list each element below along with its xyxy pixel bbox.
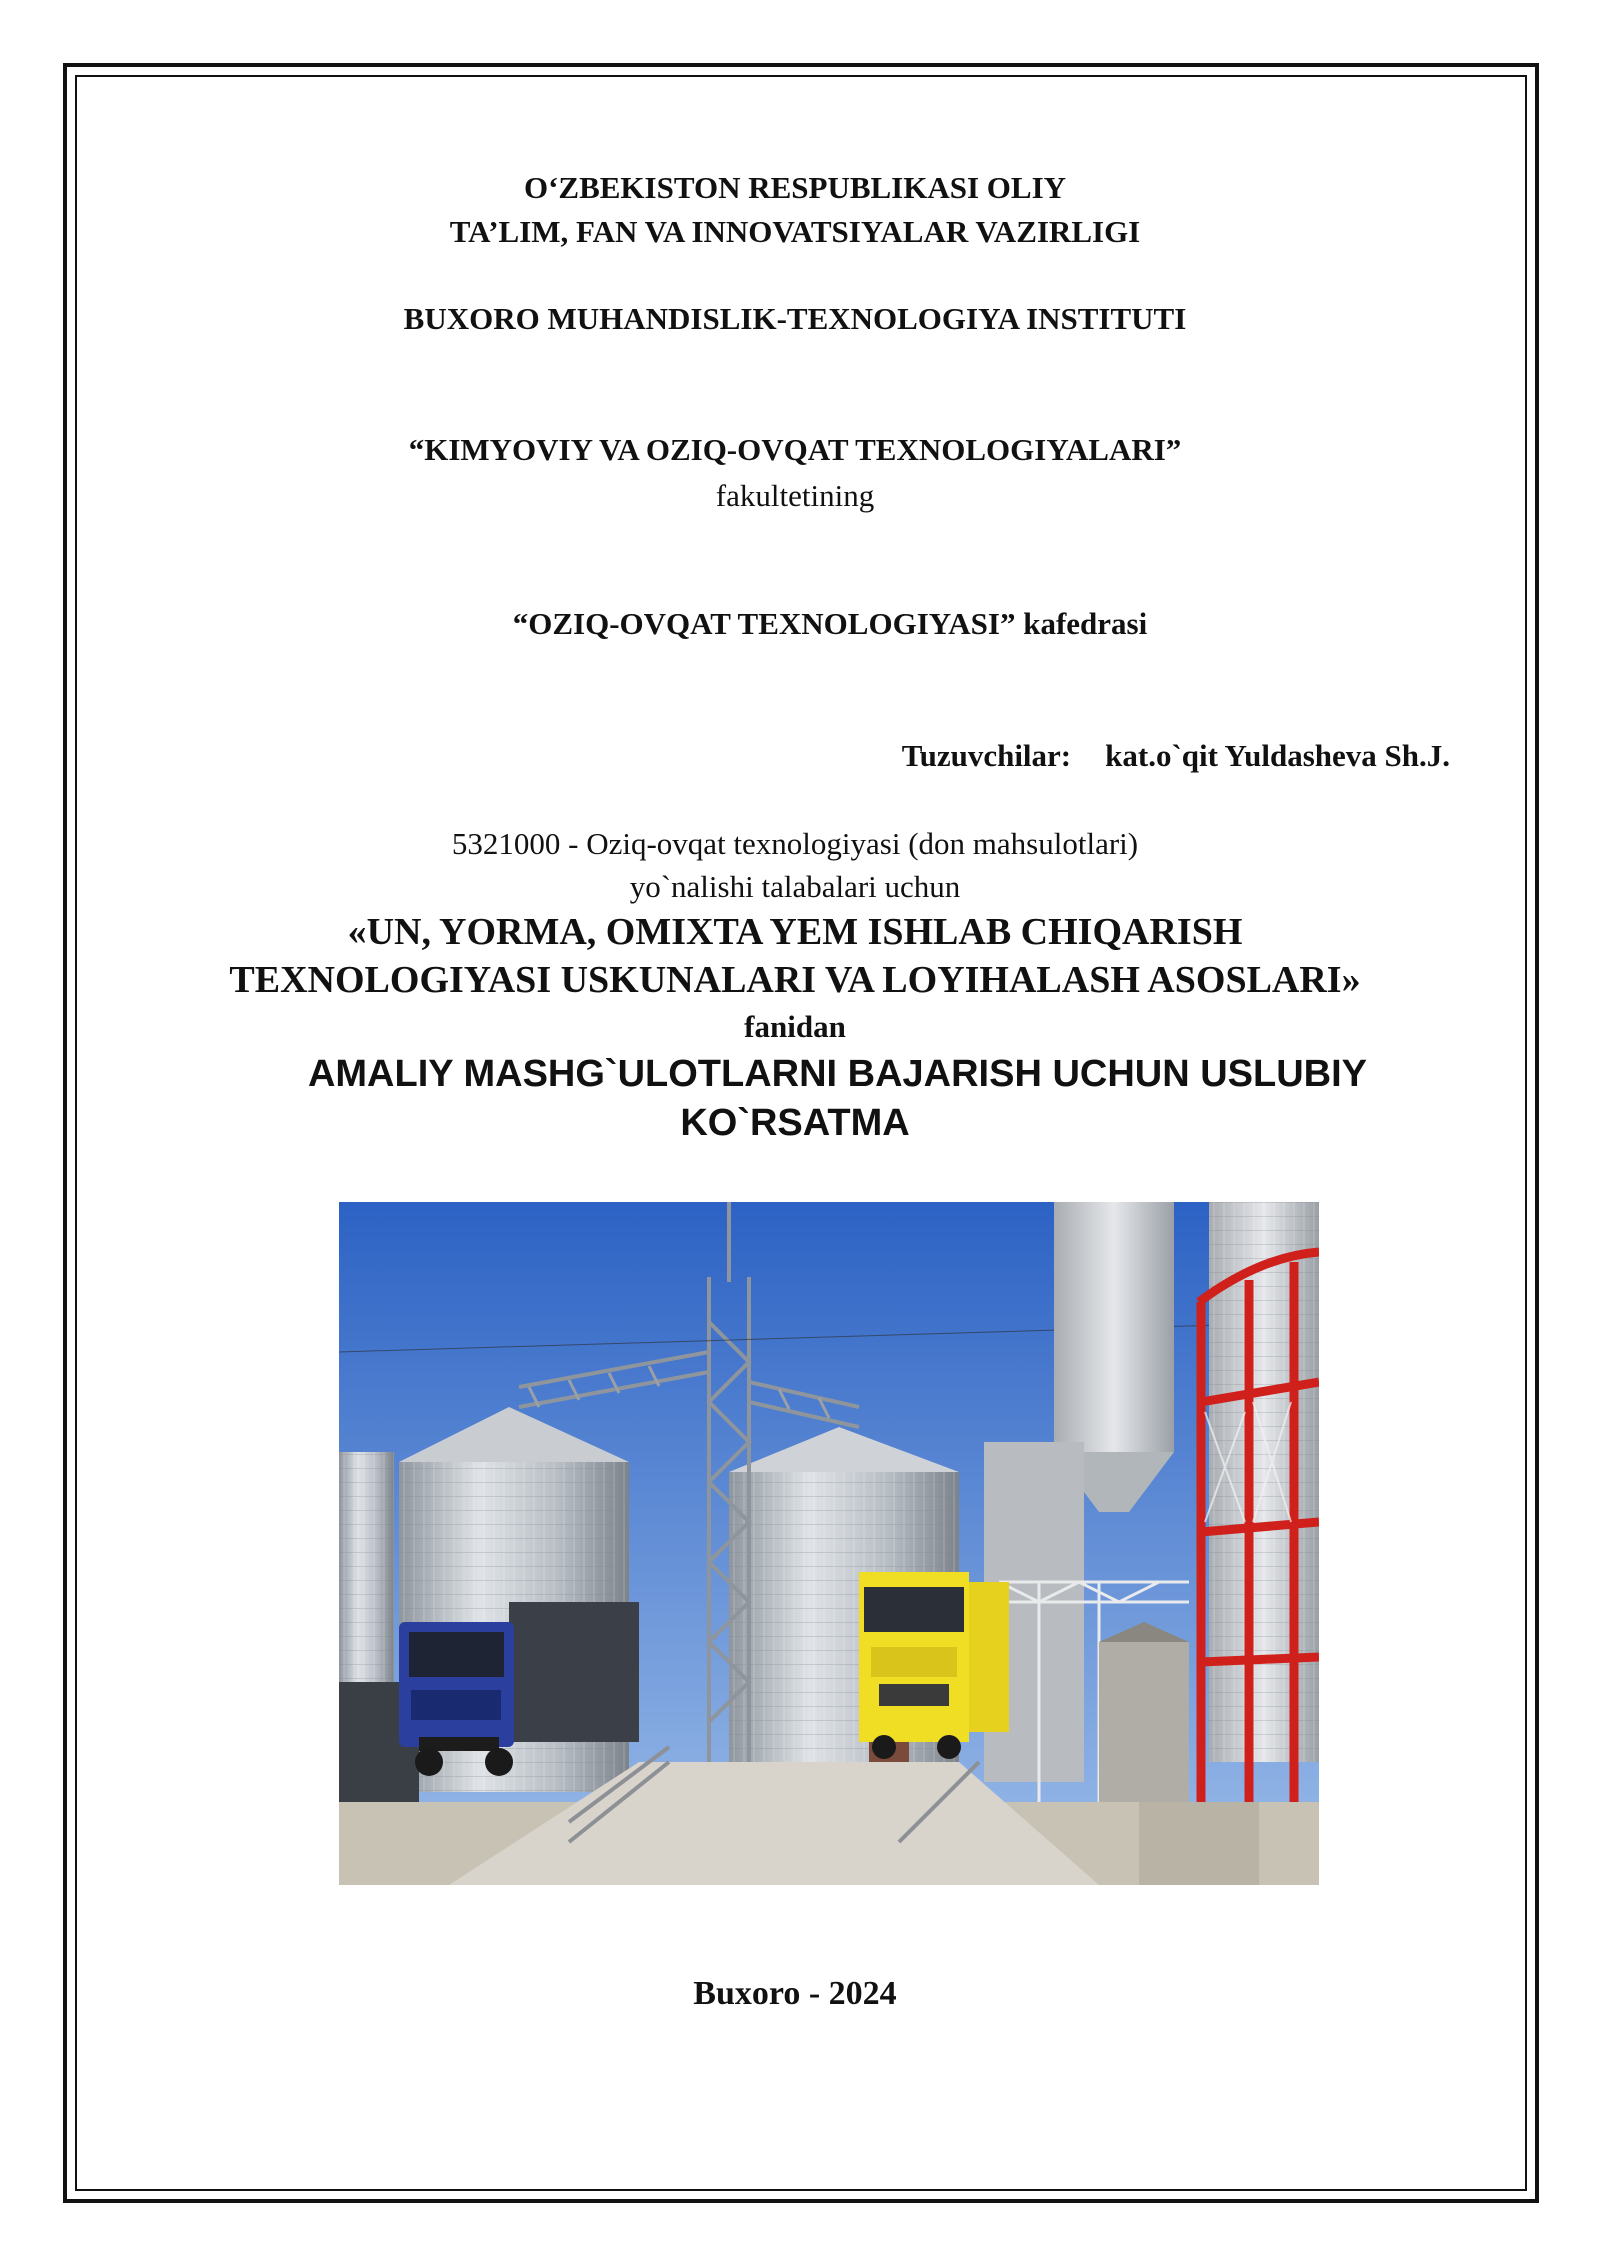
- faculty-suffix: fakultetining: [715, 478, 875, 513]
- subject-title-line-2: TEXNOLOGIYASI USKUNALARI VA LOYIHALASH ASOSLARI»: [229, 959, 1361, 1001]
- ministry-line-1: O‘ZBEKISTON RESPUBLIKASI OLIY: [523, 170, 1067, 205]
- department-name: “OZIQ-OVQAT TEXNOLOGIYASI” kafedrasi: [512, 606, 1148, 641]
- place-and-year: Buxoro - 2024: [693, 1975, 897, 2012]
- author-line: [560, 738, 1450, 774]
- subject-suffix: fanidan: [744, 1009, 846, 1044]
- author-name: kat.o`qit Yuldasheva Sh.J.: [1105, 738, 1450, 773]
- document-type-line-2: KO`RSATMA: [680, 1102, 910, 1144]
- document-type-line-1: AMALIY MASHG`ULOTLARNI BAJARISH UCHUN USLUBIY: [307, 1053, 1368, 1095]
- subject-title-line-1: «UN, YORMA, OMIXTA YEM ISHLAB CHIQARISH: [347, 911, 1243, 953]
- faculty-name: “KIMYOVIY VA OZIQ-OVQAT TEXNOLOGIYALARI”: [408, 432, 1182, 467]
- specialty-line-1: 5321000 - Oziq-ovqat texnologiyasi (don mahsulotlari): [451, 826, 1139, 861]
- ministry-line-2: TA’LIM, FAN VA INNOVATSIYALAR VAZIRLIGI: [449, 214, 1141, 249]
- author-label: Tuzuvchilar:: [901, 738, 1072, 773]
- institute-name: BUXORO MUHANDISLIK-TEXNOLOGIYA INSTITUTI: [403, 301, 1187, 336]
- grain-elevator-photo: [339, 1202, 1319, 1885]
- specialty-line-2: yo`nalishi talabalari uchun: [629, 869, 961, 904]
